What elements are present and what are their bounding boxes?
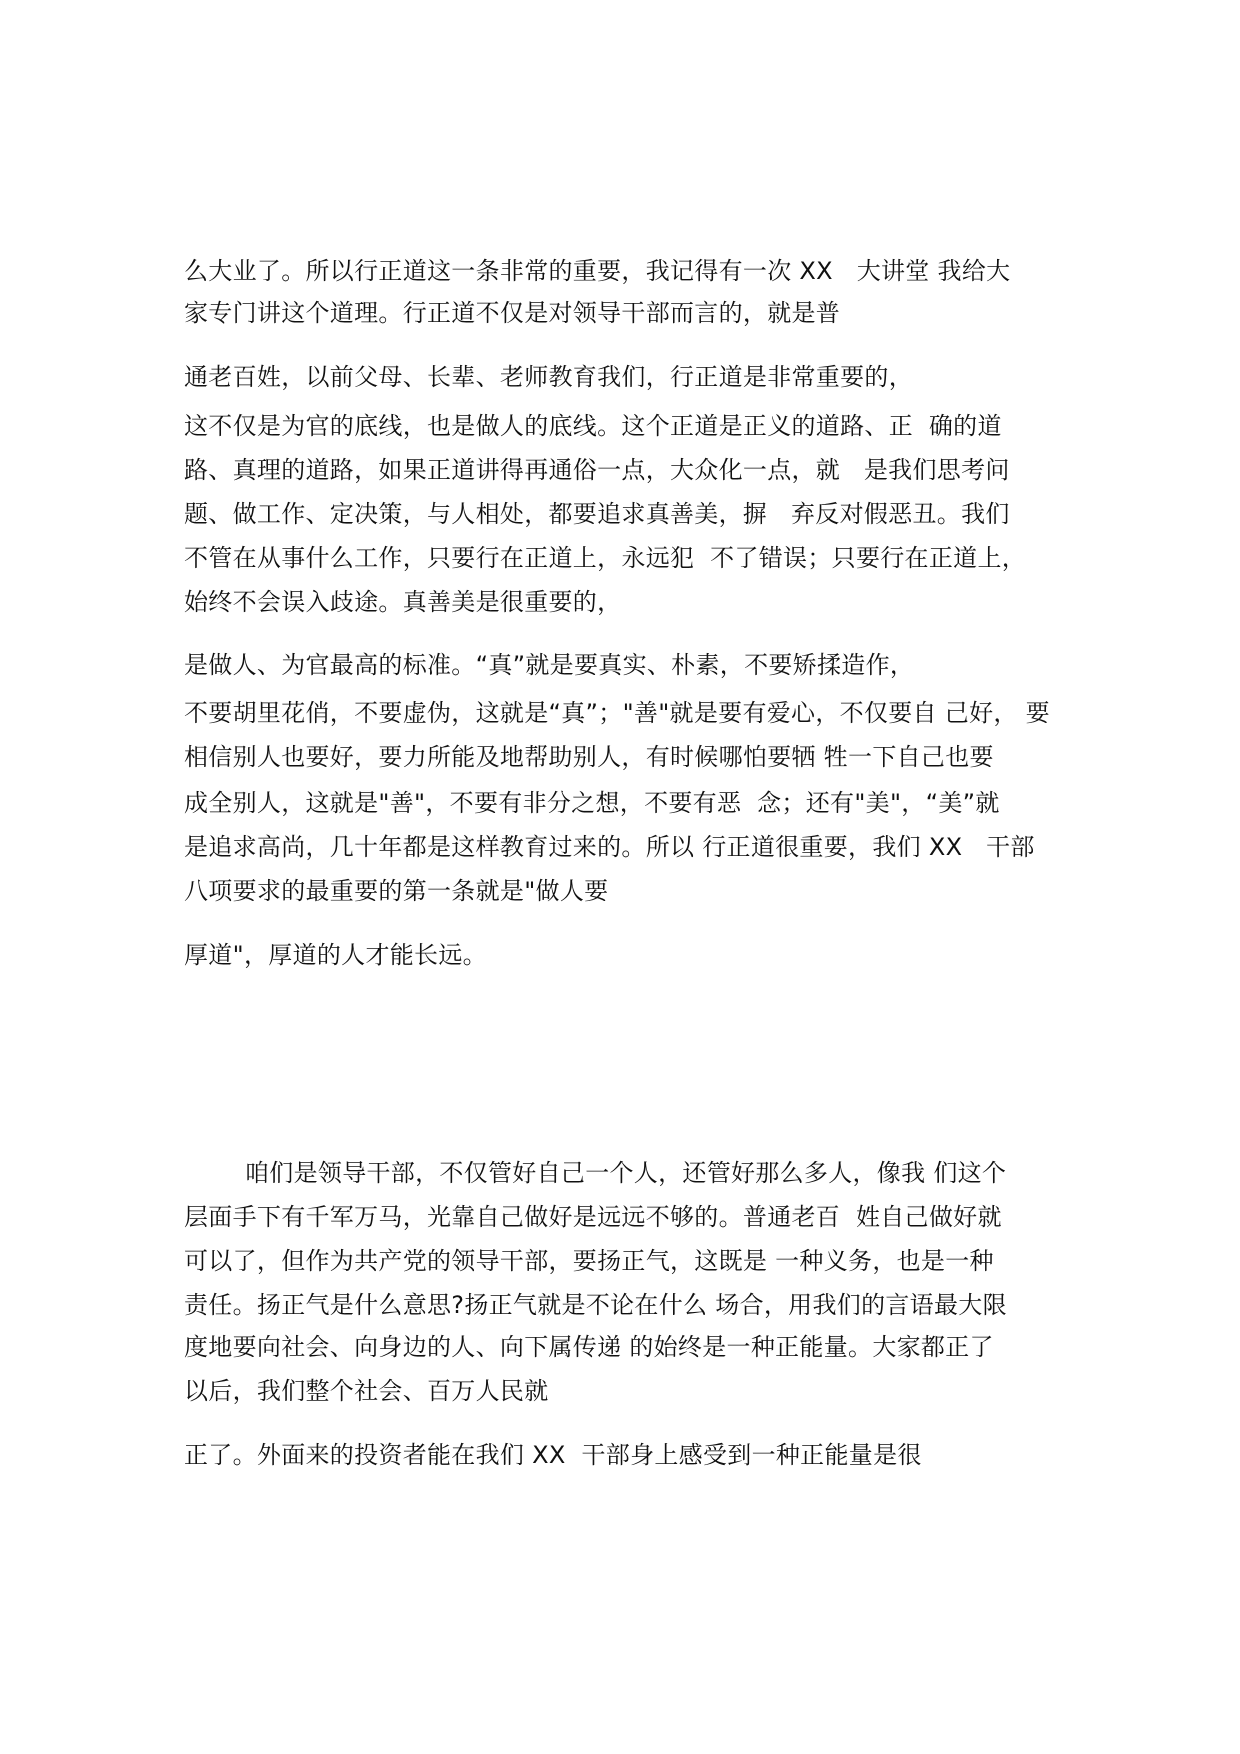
text-line: 路、真理的道路，如果正道讲得再通俗一点，大众化一点，就 是我们思考问 [184, 456, 1010, 484]
text-line: 八项要求的最重要的第一条就是"做人要 [184, 877, 609, 905]
text-line: 这不仅是为官的底线，也是做人的底线。这个正道是正义的道路、正 确的道 [184, 412, 1002, 440]
text-line: 可以了，但作为共产党的领导干部，要扬正气，这既是 一种义务，也是一种 [184, 1247, 994, 1275]
text-line: 相信别人也要好，要力所能及地帮助别人，有时候哪怕要牺 牲一下自己也要 [184, 743, 994, 771]
text-line: 厚道"，厚道的人才能长远。 [184, 941, 487, 969]
text-line: 责任。扬正气是什么意思?扬正气就是不论在什么 场合，用我们的言语最大限 [184, 1291, 1007, 1319]
text-line: 不管在从事什么工作，只要行在正道上，永远犯 不了错误；只要行在正道上， [184, 544, 1027, 572]
text-line: 始终不会误入歧途。真善美是很重要的， [184, 588, 622, 616]
text-line: 家专门讲这个道理。行正道不仅是对领导干部而言的，就是普 [184, 299, 841, 327]
text-line: 以后，我们整个社会、百万人民就 [184, 1377, 549, 1405]
text-line: 不要胡里花俏，不要虚伪，这就是“真”；"善"就是要有爱心，不仅要自 己好， 要 [184, 699, 1050, 727]
text-line: 咱们是领导干部，不仅管好自己一个人，还管好那么多人，像我 们这个 [245, 1159, 1007, 1187]
text-line: 是做人、为官最高的标准。“真”就是要真实、朴素，不要矫揉造作， [184, 651, 915, 679]
text-line: 是追求高尚，几十年都是这样教育过来的。所以 行正道很重要，我们 XX 干部 [184, 833, 1035, 861]
text-line: 成全别人，这就是"善"，不要有非分之想，不要有恶 念；还有"美"，“美”就 [184, 789, 1000, 817]
text-line: 么大业了。所以行正道这一条非常的重要，我记得有一次 XX 大讲堂 我给大 [184, 257, 1011, 285]
text-line: 度地要向社会、向身边的人、向下属传递 的始终是一种正能量。大家都正了 [184, 1333, 994, 1361]
text-line: 通老百姓，以前父母、长辈、老师教育我们，行正道是非常重要的， [184, 363, 913, 391]
text-line: 正了。外面来的投资者能在我们 XX 干部身上感受到一种正能量是很 [184, 1441, 922, 1469]
text-line: 题、做工作、定决策，与人相处，都要追求真善美，摒 弃反对假恶丑。我们 [184, 500, 1010, 528]
text-line: 层面手下有千军万马，光靠自己做好是远远不够的。普通老百 姓自己做好就 [184, 1203, 1002, 1231]
